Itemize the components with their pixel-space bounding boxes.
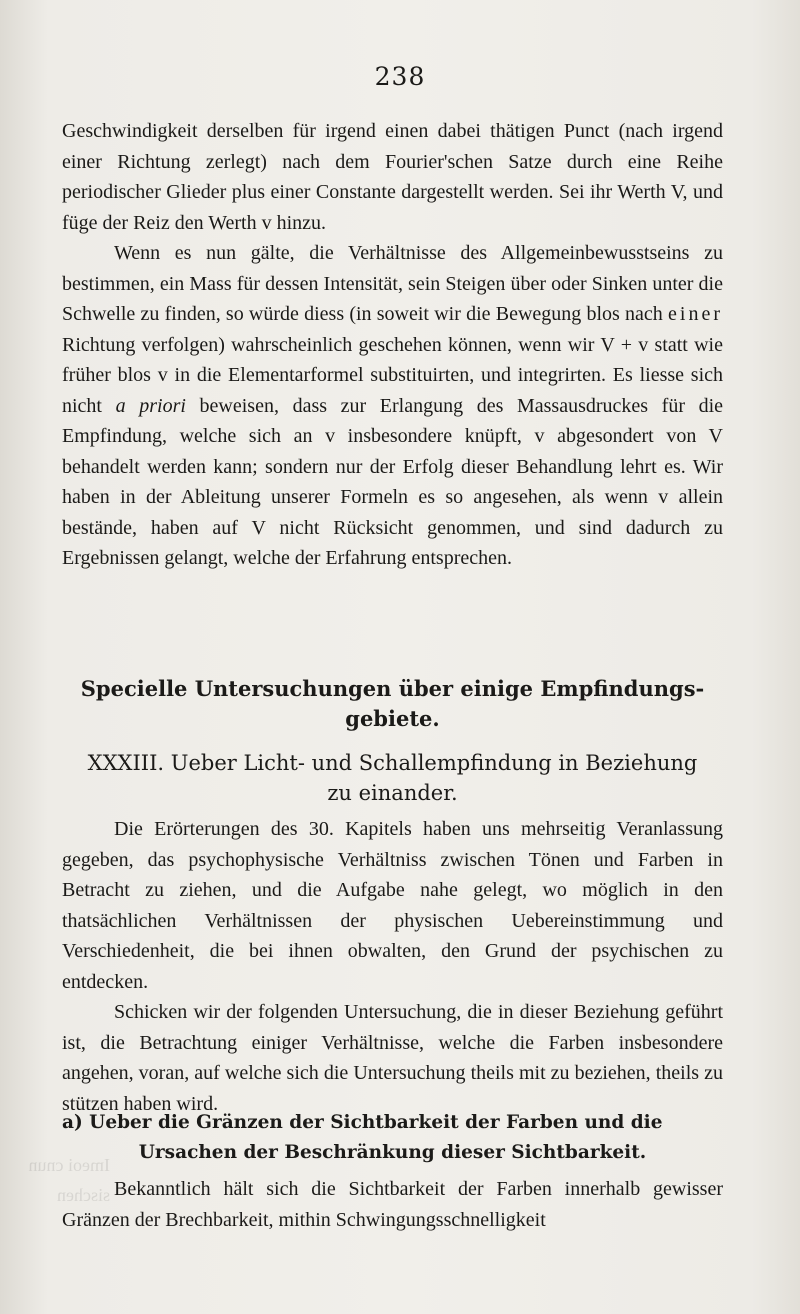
paragraph: Schicken wir der folgenden Untersuchung, die in dieser Beziehung geführt ist, die Betrachtung einiger Verhältnisse, welche die Farben insbesondere angehen, voran, auf welche sich die Untersuchung theils mit zu beziehen, theils zu stützen haben wird. bbox=[62, 1001, 723, 1115]
body-text-bottom bbox=[62, 1174, 723, 1235]
paragraph: Die Erörterungen des 30. Kapitels haben uns mehrseitig Veranlassung gegeben, das psychophysische Verhältniss zwischen Tönen und Farben in Betracht zu ziehen, und die Aufgabe nahe gelegt, wo möglich in den thatsächlichen Verhältnissen der physischen Uebereinstimmung und Verschiedenheit, die bei ihnen obwalten, den Grund der psychischen zu entdecken. bbox=[62, 818, 723, 993]
show-through-text: Imeoi cnun sischen bbox=[28, 1155, 110, 1205]
paragraph: Bekanntlich hält sich die Sichtbarkeit der Farben innerhalb gewisser Gränzen der Brechbarkeit, mithin Schwingungsschnelligkeit bbox=[62, 1178, 723, 1231]
page-number: 238 bbox=[374, 62, 426, 91]
section-heading: Specielle Untersuchungen über einige Empfindungs- gebiete. bbox=[80, 676, 705, 731]
body-text-top bbox=[62, 116, 723, 574]
chapter-heading: XXXIII. Ueber Licht- und Schallempfindung in Beziehung zu einander. bbox=[87, 751, 698, 805]
emphasized-word: einer bbox=[668, 303, 724, 325]
italic-phrase: a priori bbox=[115, 394, 186, 417]
paragraph: Wenn es nun gälte, die Verhältnisse des Allgemeinbewusstseins zu bestimmen, ein Mass für dessen Intensität, sein Steigen über oder Sinken unter die Schwelle zu finden, so würde diess (in soweit wir die Bewegung blos nach einer Richtung verfolgen) wahrscheinlich geschehen können, wenn wir V + v statt wie früher blos v in die Elementarformel substituirten, und integrirten. Es liesse sich nicht a priori beweisen, dass zur Erlangung des Massausdruckes für die Empfindung, welche sich an v insbesondere knüpft, v abgesondert von V behandelt werden kann; sondern nur der Erfolg dieser Behandlung lehrt es. Wir haben in der Ableitung unserer Formeln es so angesehen, als wenn v allein bestände, haben auf V nicht Rücksicht genommen, und sind dadurch zu Ergebnissen gelangt, welche der Erfahrung entsprechen. bbox=[62, 242, 724, 569]
sub-heading: a) Ueber die Gränzen der Sichtbarkeit der Farben und die Ursachen der Beschränkung dieser Sichtbarkeit. bbox=[62, 1112, 663, 1163]
body-text-middle bbox=[62, 814, 723, 1119]
paragraph: Geschwindigkeit derselben für irgend einen dabei thätigen Punct (nach irgend einer Richtung zerlegt) nach dem Fourier'schen Satze durch eine Reihe periodischer Glieder plus einer Constante dargestellt werden. Sei ihr Werth V, und füge der Reiz den Werth v hinzu. bbox=[62, 120, 723, 234]
